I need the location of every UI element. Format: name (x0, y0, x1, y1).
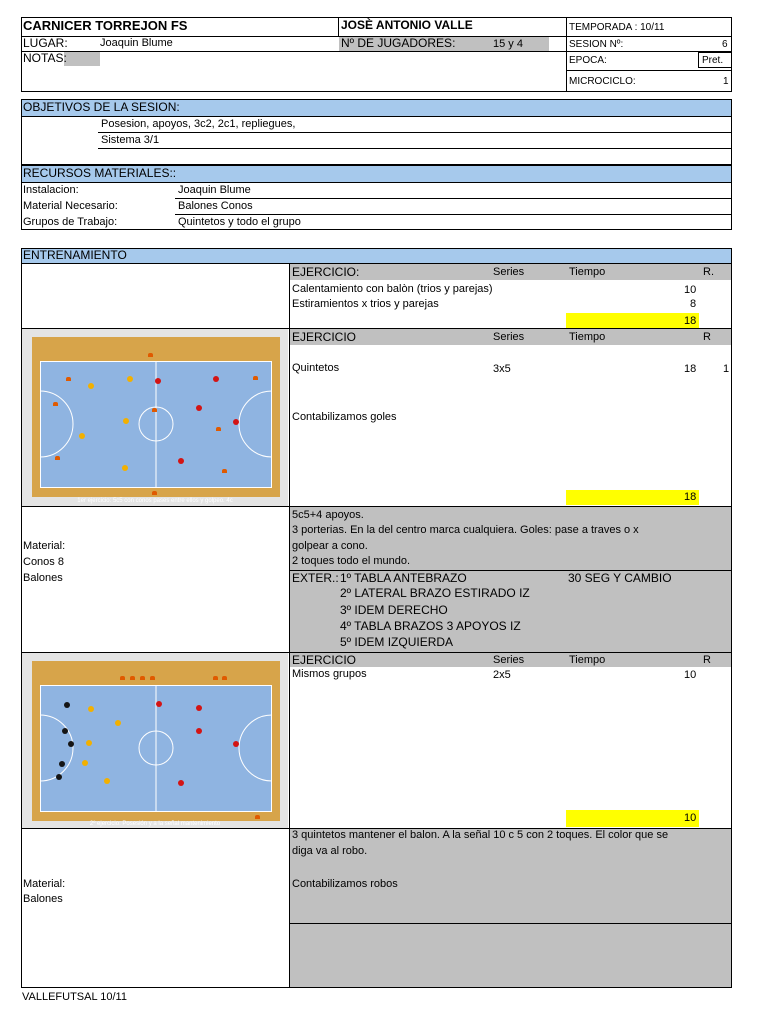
club-name: CARNICER TORREJON FS (23, 18, 188, 33)
b1-tiempo-header: Tiempo (569, 266, 606, 278)
player-red (178, 458, 184, 464)
cone (216, 427, 221, 431)
player-yellow (122, 465, 128, 471)
b2-desc-4: 2 toques todo el mundo. (292, 555, 411, 567)
b3-desc-2: diga va al robo. (292, 845, 368, 857)
instalacion-label: Instalacion: (23, 184, 79, 196)
player-yellow (88, 706, 94, 712)
exter-2: 2º LATERAL BRAZO ESTIRADO IZ (340, 586, 530, 600)
instalacion-value: Joaquin Blume (178, 184, 251, 196)
exter-3: 3º IDEM DERECHO (340, 603, 448, 617)
material-value: Balones Conos (178, 200, 253, 212)
player-red (178, 780, 184, 786)
player-red (213, 376, 219, 382)
cone (255, 815, 260, 819)
objetivos-line-1: Posesion, apoyos, 3c2, 2c1, repliegues, (101, 118, 296, 130)
player-red (196, 705, 202, 711)
b3-row-1-time: 10 (684, 669, 697, 681)
material-label: Material Necesario: (23, 200, 118, 212)
exter-label: EXTER.: (292, 571, 339, 585)
b1-ejercicio-header: EJERCICIO: (292, 265, 360, 279)
drill-caption-1: 1er ejercicio: 5c5 con conos pases entre ellos y golpeo. 4c (77, 498, 233, 504)
player-red (196, 405, 202, 411)
b3-row-1: Mismos grupos (292, 668, 367, 680)
cone (148, 353, 153, 357)
exter-4: 4º TABLA BRAZOS 3 APOYOS IZ (340, 619, 521, 633)
microciclo-value: 1 (723, 76, 729, 87)
player-red (233, 741, 239, 747)
temporada: TEMPORADA : 10/11 (569, 22, 665, 33)
entrenamiento-title: ENTRENAMIENTO (23, 248, 127, 262)
b3-desc-1: 3 quintetos mantener el balon. A la señal 10 c 5 con 2 toques. El color que se (292, 829, 669, 841)
lugar-value: Joaquin Blume (100, 37, 173, 49)
b2-series-header: Series (493, 331, 525, 343)
player-black (64, 702, 70, 708)
cone (130, 676, 135, 680)
notas-label: NOTAS: (23, 51, 67, 65)
player-yellow (86, 740, 92, 746)
grupos-label: Grupos de Trabajo: (23, 216, 118, 228)
grupos-value: Quintetos y todo el grupo (178, 216, 301, 228)
cone (253, 376, 258, 380)
b2-desc-1: 5c5+4 apoyos. (292, 509, 364, 521)
cone (213, 676, 218, 680)
cone (222, 469, 227, 473)
footer: VALLEFUTSAL 10/11 (22, 991, 127, 1003)
epoca-label: EPOCA: (569, 55, 607, 66)
b2-material-1: Conos 8 (23, 556, 64, 568)
cone (152, 408, 157, 412)
player-yellow (115, 720, 121, 726)
b2-ejercicio-header: EJERCICIO (292, 330, 357, 344)
b3-tiempo-header: Tiempo (569, 654, 606, 666)
exter-1: 1º TABLA ANTEBRAZO (340, 571, 467, 585)
b2-note: Contabilizamos goles (292, 411, 397, 423)
b2-row-1-r: 1 (723, 363, 730, 375)
b3-ejercicio-header: EJERCICIO (292, 653, 357, 667)
objetivos-title: OBJETIVOS DE LA SESION: (23, 100, 180, 114)
epoca-value: Pret. (702, 55, 724, 66)
player-red (233, 419, 239, 425)
b1-total: 18 (684, 315, 697, 327)
b1-series-header: Series (493, 266, 525, 278)
player-yellow (127, 376, 133, 382)
lugar-label: LUGAR: (23, 36, 68, 50)
b1-row-2-time: 8 (690, 298, 697, 310)
b3-series-header: Series (493, 654, 525, 666)
player-yellow (88, 383, 94, 389)
player-yellow (123, 418, 129, 424)
cone (140, 676, 145, 680)
microciclo-label: MICROCICLO: (569, 76, 636, 87)
player-black (62, 728, 68, 734)
exter-5: 5º IDEM IZQUIERDA (340, 635, 454, 649)
cone (66, 377, 71, 381)
player-yellow (82, 760, 88, 766)
drill-caption-2: 2º ejercicio: Posesión y a la señal mantenimiento (89, 821, 221, 827)
b1-row-1-time: 10 (684, 284, 697, 296)
b2-desc-3: golpear a cono. (292, 540, 368, 552)
b2-material-label: Material: (23, 540, 66, 552)
b3-note: Contabilizamos robos (292, 878, 398, 890)
b3-row-1-series: 2x5 (493, 669, 511, 681)
recursos-title: RECURSOS MATERIALES:: (23, 166, 177, 180)
b2-tiempo-header: Tiempo (569, 331, 606, 343)
player-black (68, 741, 74, 747)
player-yellow (79, 433, 85, 439)
coach-name: JOSÈ ANTONIO VALLE (341, 18, 473, 32)
cone (150, 676, 155, 680)
objetivos-line-2: Sistema 3/1 (101, 134, 160, 146)
exter-time: 30 SEG Y CAMBIO (568, 571, 672, 585)
b2-row-1-series: 3x5 (493, 363, 511, 375)
cone (53, 402, 58, 406)
b2-desc-2: 3 porterias. En la del centro marca cualquiera. Goles: pase a traves o x (292, 524, 639, 536)
b1-row-1: Calentamiento con balòn (trios y parejas) (292, 283, 493, 295)
cone (222, 676, 227, 680)
b3-material-1: Balones (23, 893, 63, 905)
b3-total: 10 (684, 812, 697, 824)
b2-r-header: R (703, 331, 711, 343)
jugadores-value: 15 y 4 (493, 38, 523, 50)
player-red (156, 701, 162, 707)
player-red (196, 728, 202, 734)
player-black (56, 774, 62, 780)
b1-r-header: R. (703, 266, 714, 278)
b2-row-1-time: 18 (684, 363, 697, 375)
b2-material-2: Balones (23, 572, 63, 584)
b3-material-label: Material: (23, 878, 66, 890)
b1-row-2: Estiramientos x trios y parejas (292, 298, 439, 310)
cone (152, 491, 157, 495)
jugadores-label: Nº DE JUGADORES: (341, 36, 456, 50)
cone (120, 676, 125, 680)
sesion-value: 6 (722, 39, 728, 50)
b3-r-header: R (703, 654, 711, 666)
b2-total: 18 (684, 491, 697, 503)
player-yellow (104, 778, 110, 784)
sesion-label: SESION Nº: (569, 39, 624, 50)
cone (55, 456, 60, 460)
player-red (155, 378, 161, 384)
player-black (59, 761, 65, 767)
b2-row-1: Quintetos (292, 362, 340, 374)
